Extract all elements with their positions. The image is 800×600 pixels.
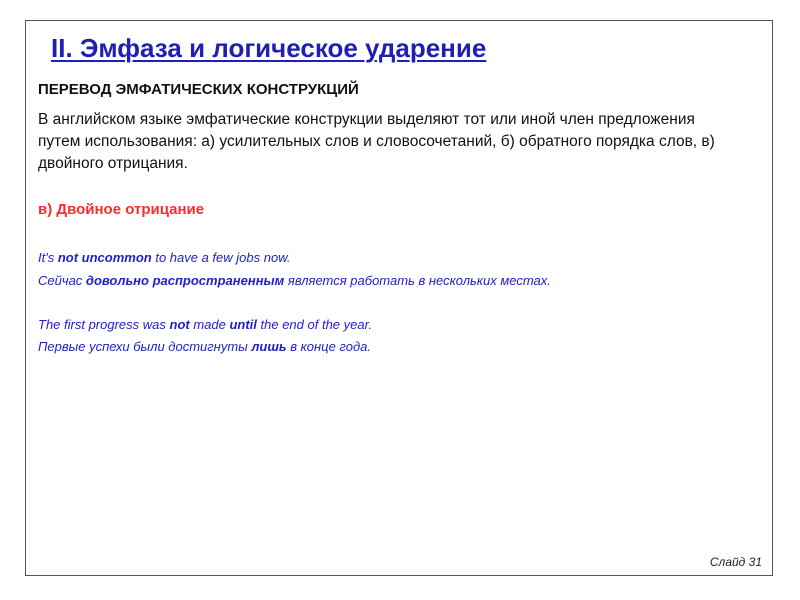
slide-subtitle: ПЕРЕВОД ЭМФАТИЧЕСКИХ КОНСТРУКЦИЙ — [38, 81, 359, 98]
example-russian-1 — [38, 273, 551, 288]
example-emphasis: until — [229, 317, 257, 332]
example-emphasis: лишь — [251, 339, 287, 354]
example-english-1 — [38, 250, 290, 265]
example-emphasis: not — [169, 317, 190, 332]
slide-title: II. Эмфаза и логическое ударение — [51, 33, 487, 63]
slide-number: Слайд 31 — [709, 555, 762, 569]
example-text: Сейчас — [38, 273, 86, 288]
example-text: to have a few jobs now. — [151, 250, 291, 265]
example-text: в конце года. — [286, 339, 371, 354]
example-text: It's — [38, 250, 58, 265]
example-text: The first progress was — [38, 317, 170, 332]
example-text: является работать в нескольких местах. — [284, 273, 551, 288]
section-heading: в) Двойное отрицание — [38, 201, 205, 218]
intro-paragraph: В английском языке эмфатические конструкции выделяют тот или иной член предложения путем использования: а) усилительных слов и словосочетаний, б) обратного порядка слов, в) двойного отрицания. — [38, 111, 715, 172]
example-text: Первые успехи были достигнуты — [38, 339, 252, 354]
example-russian-2 — [38, 339, 371, 354]
example-emphasis: довольно распространенным — [85, 273, 285, 288]
example-text: made — [189, 317, 230, 332]
example-text: the end of the year. — [256, 317, 373, 332]
example-emphasis: not uncommon — [57, 250, 152, 265]
slide-frame — [25, 20, 773, 576]
example-english-2 — [38, 317, 372, 332]
